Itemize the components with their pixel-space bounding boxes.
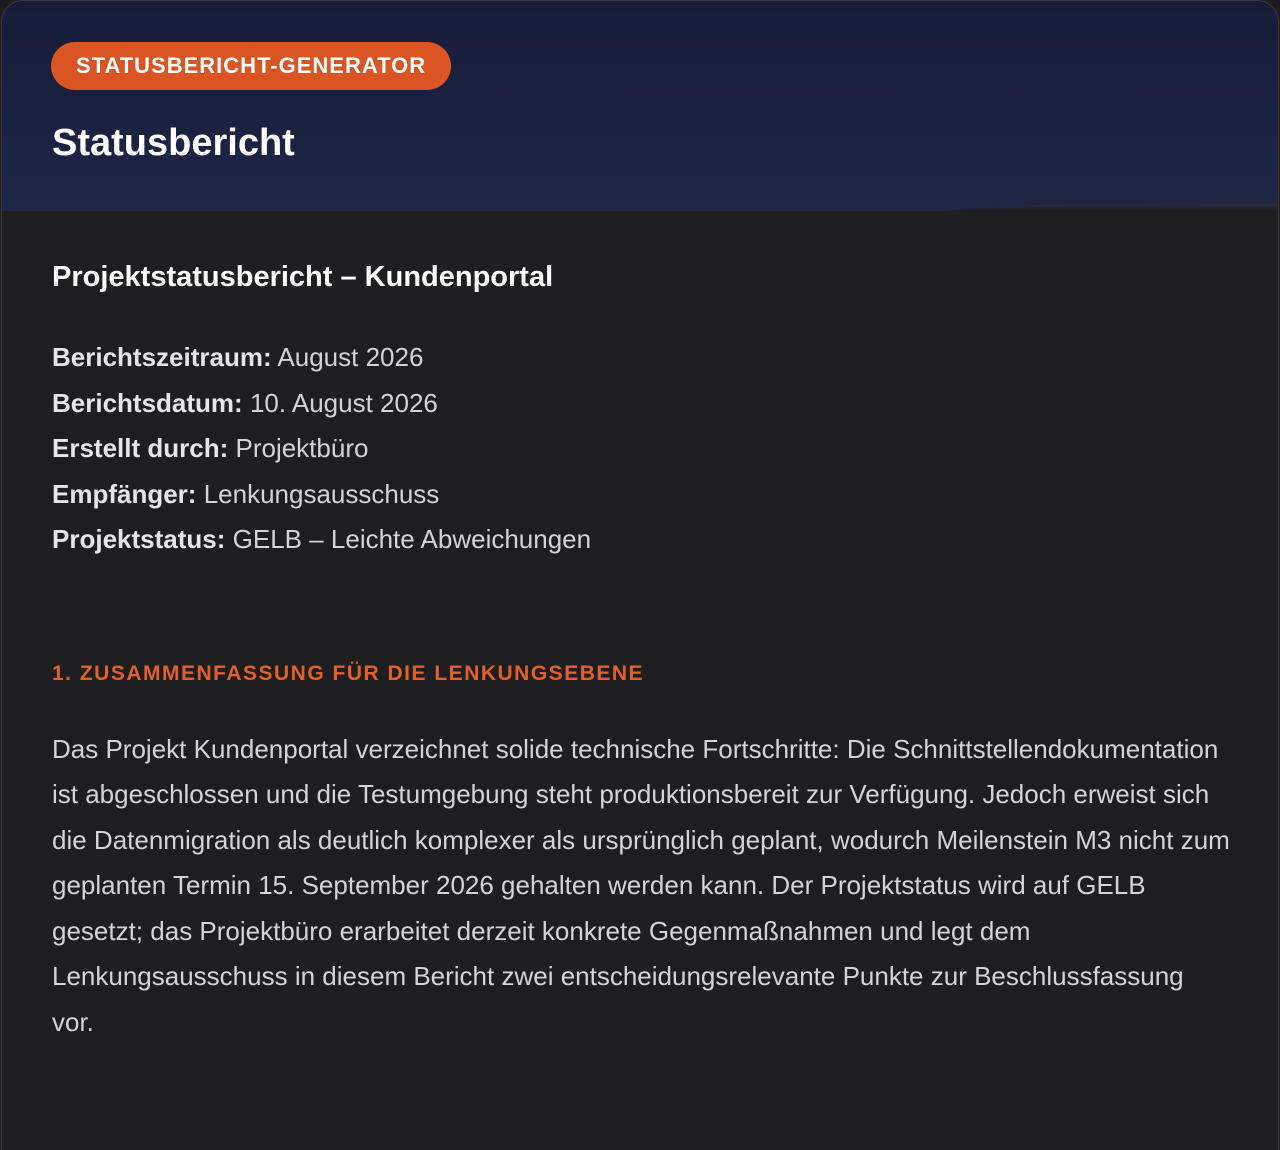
meta-row-report-date (52, 381, 1228, 427)
summary-paragraph: Das Projekt Kundenportal verzeichnet solide technische Fortschritte: Die Schnittstellendokumentation ist abgeschlossen und die Testumgebung steht produktionsbereit zur Verfügung. Jedoch erweist sich die Datenmigration als deutlich komplexer als ursprünglich geplant, wodurch Meilenstein M3 nicht zum geplanten Termin 15. September 2026 gehalten werden kann. Der Projektstatus wird auf GELB gesetzt; das Projektbüro erarbeitet derzeit konkrete Gegenmaßnahmen und legt dem Lenkungsausschuss in diesem Bericht zwei entscheidungsrelevante Punkte zur Beschlussfassung vor. (52, 733, 1230, 1037)
meta-label: Berichtsdatum: (52, 387, 243, 418)
meta-value: Projektbüro (235, 433, 369, 463)
meta-value: Lenkungsausschuss (203, 478, 440, 509)
meta-label: Projektstatus: (52, 524, 226, 554)
generator-badge: STATUSBERICHT-GENERATOR (51, 42, 451, 90)
status-value: GELB – Leichte Abweichungen (232, 524, 592, 554)
report-window (1, 0, 1279, 1150)
meta-value: 10. August 2026 (249, 387, 438, 418)
document-title: Projektstatusbericht – Kundenportal (52, 261, 554, 293)
meta-label: Berichtszeitraum: (52, 342, 272, 372)
meta-row-project-status (52, 517, 1228, 563)
meta-label: Empfänger: (52, 478, 197, 509)
report-content (2, 211, 1278, 1045)
report-meta (52, 335, 1228, 563)
meta-row-recipient (52, 472, 1228, 518)
meta-row-author (52, 426, 1228, 472)
meta-row-reporting-period (52, 335, 1228, 381)
meta-label: Erstellt durch: (52, 433, 229, 463)
report-header (2, 1, 1278, 211)
header-edge-decoration (948, 199, 1278, 211)
meta-value: August 2026 (277, 342, 424, 372)
page-title: Statusbericht (52, 122, 295, 164)
section-heading-summary: 1. ZUSAMMENFASSUNG FÜR DIE LENKUNGSEBENE (52, 661, 645, 685)
